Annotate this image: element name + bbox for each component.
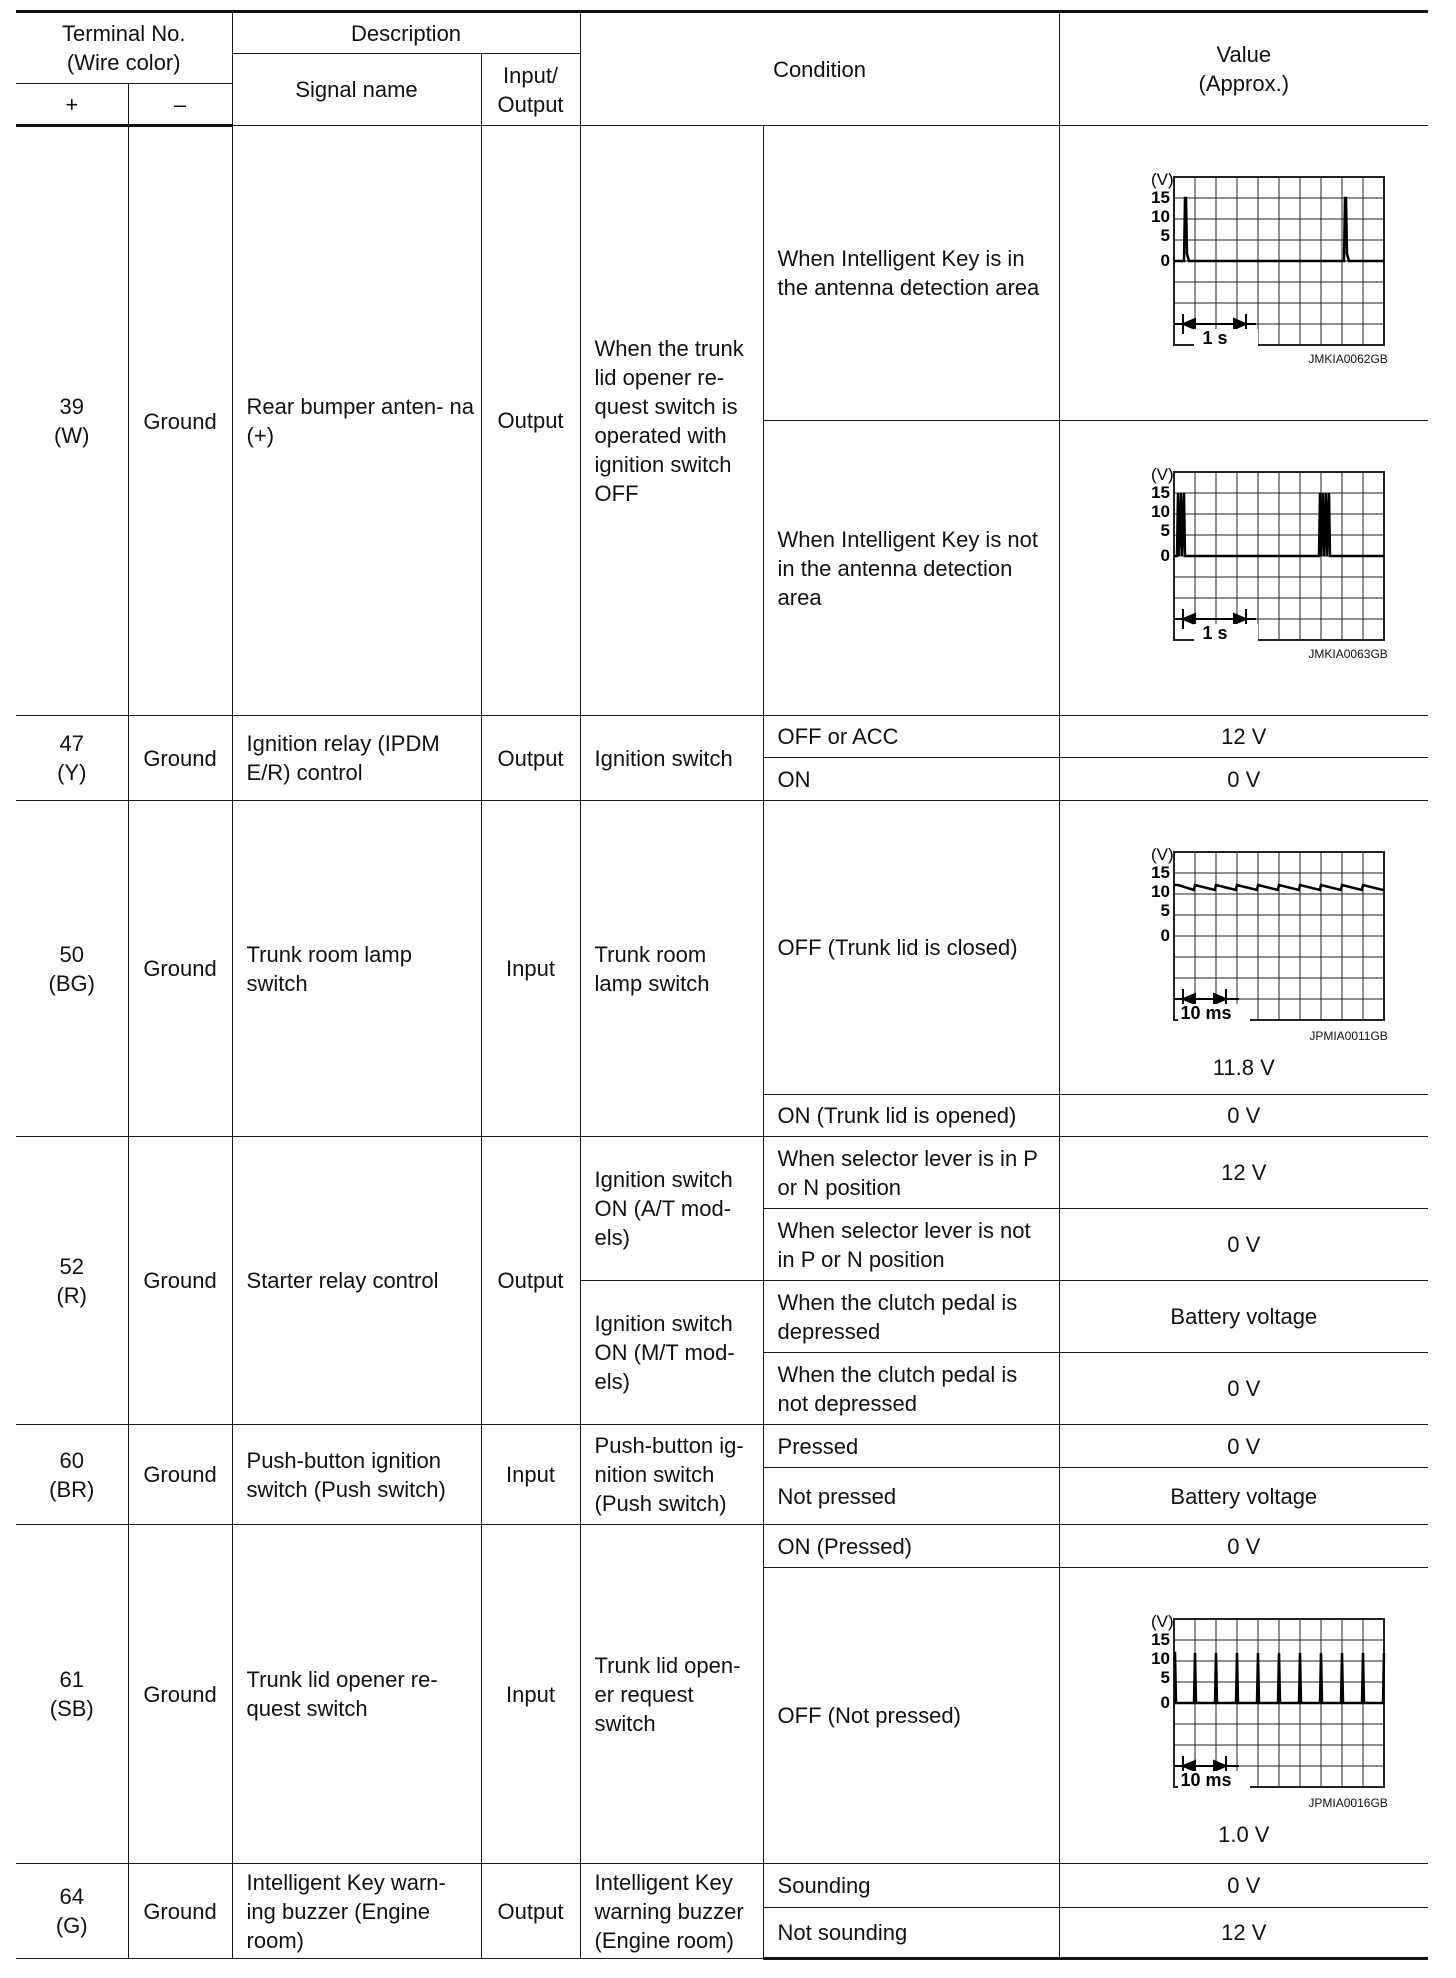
waveform-scale-label: 10 ms — [1180, 1003, 1232, 1023]
y-tick-5: 5 — [1160, 1668, 1170, 1687]
waveform-code: JMKIA0063GB — [1308, 647, 1388, 661]
terminal-52-value-3: Battery voltage — [1059, 1281, 1428, 1353]
terminal-52-value-1: 12 V — [1059, 1137, 1428, 1209]
waveform-39-in-area — [1094, 126, 1394, 420]
waveform-unit: (V) — [1150, 465, 1174, 484]
terminal-61-value-2-text: 1.0 V — [1218, 1822, 1270, 1847]
terminal-64-sub-2: Not sounding — [763, 1908, 1059, 1959]
terminal-60-row-a — [16, 1425, 1428, 1468]
terminal-no-header: Terminal No. (Wire color) — [16, 12, 232, 84]
terminal-50-number: 50 (BG) — [16, 801, 128, 1137]
terminal-64-row-a — [16, 1864, 1428, 1908]
input-output-header: Input/ Output — [481, 54, 580, 126]
y-tick-10: 10 — [1150, 207, 1170, 226]
plus-header: + — [16, 84, 128, 126]
value-header: Value (Approx.) — [1059, 12, 1428, 126]
terminal-39-value-2 — [1059, 421, 1428, 716]
y-tick-5: 5 — [1160, 226, 1170, 245]
terminal-64-io: Output — [481, 1864, 580, 1959]
waveform-code: JPMIA0011GB — [1309, 1029, 1388, 1043]
terminal-39-condition: When the trunk lid opener re- quest switch is operated with ignition switch OFF — [580, 126, 763, 716]
terminal-60-number: 60 (BR) — [16, 1425, 128, 1525]
y-tick-10: 10 — [1150, 502, 1170, 521]
terminal-64-signal: Intelligent Key warn- ing buzzer (Engine room) — [232, 1864, 481, 1959]
terminal-50-value-1 — [1059, 801, 1428, 1095]
minus-header: – — [128, 84, 232, 126]
y-tick-15: 15 — [1150, 188, 1170, 207]
terminal-64-condition: Intelligent Key warning buzzer (Engine room) — [580, 1864, 763, 1959]
terminal-64-sub-1: Sounding — [763, 1864, 1059, 1908]
terminal-39-row-a — [16, 126, 1428, 421]
terminal-39-number: 39 (W) — [16, 126, 128, 716]
y-tick-0: 0 — [1160, 546, 1170, 565]
terminal-52-signal: Starter relay control — [232, 1137, 481, 1425]
terminal-47-row-a — [16, 716, 1428, 758]
terminal-39-value-1 — [1059, 126, 1428, 421]
waveform-50-closed — [1094, 801, 1394, 1094]
terminal-47-sub-2: ON — [763, 758, 1059, 801]
terminal-47-value-2: 0 V — [1059, 758, 1428, 801]
terminal-50-signal: Trunk room lamp switch — [232, 801, 481, 1137]
terminal-52-condition-at: Ignition switch ON (A/T mod- els) — [580, 1137, 763, 1281]
terminal-61-number: 61 (SB) — [16, 1525, 128, 1864]
waveform-61-not-pressed — [1094, 1568, 1394, 1863]
terminal-61-sub-1: ON (Pressed) — [763, 1525, 1059, 1568]
terminal-64-value-1: 0 V — [1059, 1864, 1428, 1908]
waveform-scale-label: 1 s — [1202, 328, 1228, 348]
terminal-64-number: 64 (G) — [16, 1864, 128, 1959]
y-tick-5: 5 — [1160, 901, 1170, 920]
y-tick-10: 10 — [1150, 882, 1170, 901]
terminal-47-ground: Ground — [128, 716, 232, 801]
terminal-60-value-2: Battery voltage — [1059, 1468, 1428, 1525]
terminal-61-io: Input — [481, 1525, 580, 1864]
waveform-scale-label: 10 ms — [1180, 1770, 1232, 1790]
terminal-61-signal: Trunk lid opener re- quest switch — [232, 1525, 481, 1864]
terminal-64-value-2: 12 V — [1059, 1908, 1428, 1959]
waveform-50-closed-graph — [1094, 801, 1394, 1051]
terminal-64-ground: Ground — [128, 1864, 232, 1959]
waveform-trace — [1174, 885, 1384, 890]
terminal-52-sub-1: When selector lever is in P or N position — [763, 1137, 1059, 1209]
terminal-61-value-1: 0 V — [1059, 1525, 1428, 1568]
y-tick-15: 15 — [1150, 863, 1170, 882]
terminal-39-io: Output — [481, 126, 580, 716]
terminal-61-ground: Ground — [128, 1525, 232, 1864]
header-row-1 — [16, 12, 1428, 54]
terminal-52-value-4: 0 V — [1059, 1353, 1428, 1425]
terminal-50-ground: Ground — [128, 801, 232, 1137]
waveform-39-in-area-graph — [1094, 126, 1394, 420]
terminal-52-value-2: 0 V — [1059, 1209, 1428, 1281]
terminal-60-sub-1: Pressed — [763, 1425, 1059, 1468]
terminal-60-ground: Ground — [128, 1425, 232, 1525]
description-header: Description — [232, 12, 580, 54]
terminal-52-number: 52 (R) — [16, 1137, 128, 1425]
terminal-39-sub-1: When Intelligent Key is in the antenna detection area — [763, 126, 1059, 421]
terminal-spec-table — [16, 10, 1428, 1960]
terminal-47-io: Output — [481, 716, 580, 801]
terminal-61-sub-2: OFF (Not pressed) — [763, 1568, 1059, 1864]
waveform-unit: (V) — [1150, 1612, 1174, 1631]
terminal-52-row-a — [16, 1137, 1428, 1209]
y-tick-0: 0 — [1160, 1693, 1170, 1712]
terminal-61-value-2 — [1059, 1568, 1428, 1864]
terminal-47-condition: Ignition switch — [580, 716, 763, 801]
y-tick-5: 5 — [1160, 521, 1170, 540]
terminal-52-condition-mt: Ignition switch ON (M/T mod- els) — [580, 1281, 763, 1425]
terminal-52-io: Output — [481, 1137, 580, 1425]
terminal-47-value-1: 12 V — [1059, 716, 1428, 758]
y-tick-0: 0 — [1160, 251, 1170, 270]
waveform-39-not-in-area — [1094, 421, 1394, 715]
terminal-60-condition: Push-button ig- nition switch (Push switch) — [580, 1425, 763, 1525]
terminal-47-number: 47 (Y) — [16, 716, 128, 801]
y-tick-15: 15 — [1150, 483, 1170, 502]
terminal-47-signal: Ignition relay (IPDM E/R) control — [232, 716, 481, 801]
terminal-50-sub-2: ON (Trunk lid is opened) — [763, 1095, 1059, 1137]
terminal-39-signal: Rear bumper anten- na (+) — [232, 126, 481, 716]
waveform-39-not-in-area-graph — [1094, 421, 1394, 715]
waveform-unit: (V) — [1150, 170, 1174, 189]
terminal-50-value-2: 0 V — [1059, 1095, 1428, 1137]
y-tick-10: 10 — [1150, 1649, 1170, 1668]
terminal-50-condition: Trunk room lamp switch — [580, 801, 763, 1137]
waveform-code: JPMIA0016GB — [1308, 1796, 1388, 1810]
terminal-50-value-1-text: 11.8 V — [1212, 1055, 1275, 1080]
terminal-50-sub-1: OFF (Trunk lid is closed) — [763, 801, 1059, 1095]
terminal-39-sub-2: When Intelligent Key is not in the antenna detection area — [763, 421, 1059, 716]
y-tick-15: 15 — [1150, 1630, 1170, 1649]
terminal-60-sub-2: Not pressed — [763, 1468, 1059, 1525]
terminal-61-condition: Trunk lid open- er request switch — [580, 1525, 763, 1864]
waveform-scale-label: 1 s — [1202, 623, 1228, 643]
waveform-code: JMKIA0062GB — [1308, 352, 1388, 366]
terminal-61-row-a — [16, 1525, 1428, 1568]
signal-name-header: Signal name — [232, 54, 481, 126]
terminal-60-signal: Push-button ignition switch (Push switch) — [232, 1425, 481, 1525]
terminal-50-row-a — [16, 801, 1428, 1095]
terminal-60-io: Input — [481, 1425, 580, 1525]
terminal-52-sub-2: When selector lever is not in P or N position — [763, 1209, 1059, 1281]
waveform-grid — [1174, 852, 1384, 1020]
terminal-50-io: Input — [481, 801, 580, 1137]
terminal-60-value-1: 0 V — [1059, 1425, 1428, 1468]
terminal-47-sub-1: OFF or ACC — [763, 716, 1059, 758]
terminal-52-sub-3: When the clutch pedal is depressed — [763, 1281, 1059, 1353]
terminal-39-ground: Ground — [128, 126, 232, 716]
condition-header: Condition — [580, 12, 1059, 126]
terminal-52-sub-4: When the clutch pedal is not depressed — [763, 1353, 1059, 1425]
y-tick-0: 0 — [1160, 926, 1170, 945]
terminal-52-ground: Ground — [128, 1137, 232, 1425]
waveform-unit: (V) — [1150, 845, 1174, 864]
waveform-61-not-pressed-graph — [1094, 1568, 1394, 1818]
